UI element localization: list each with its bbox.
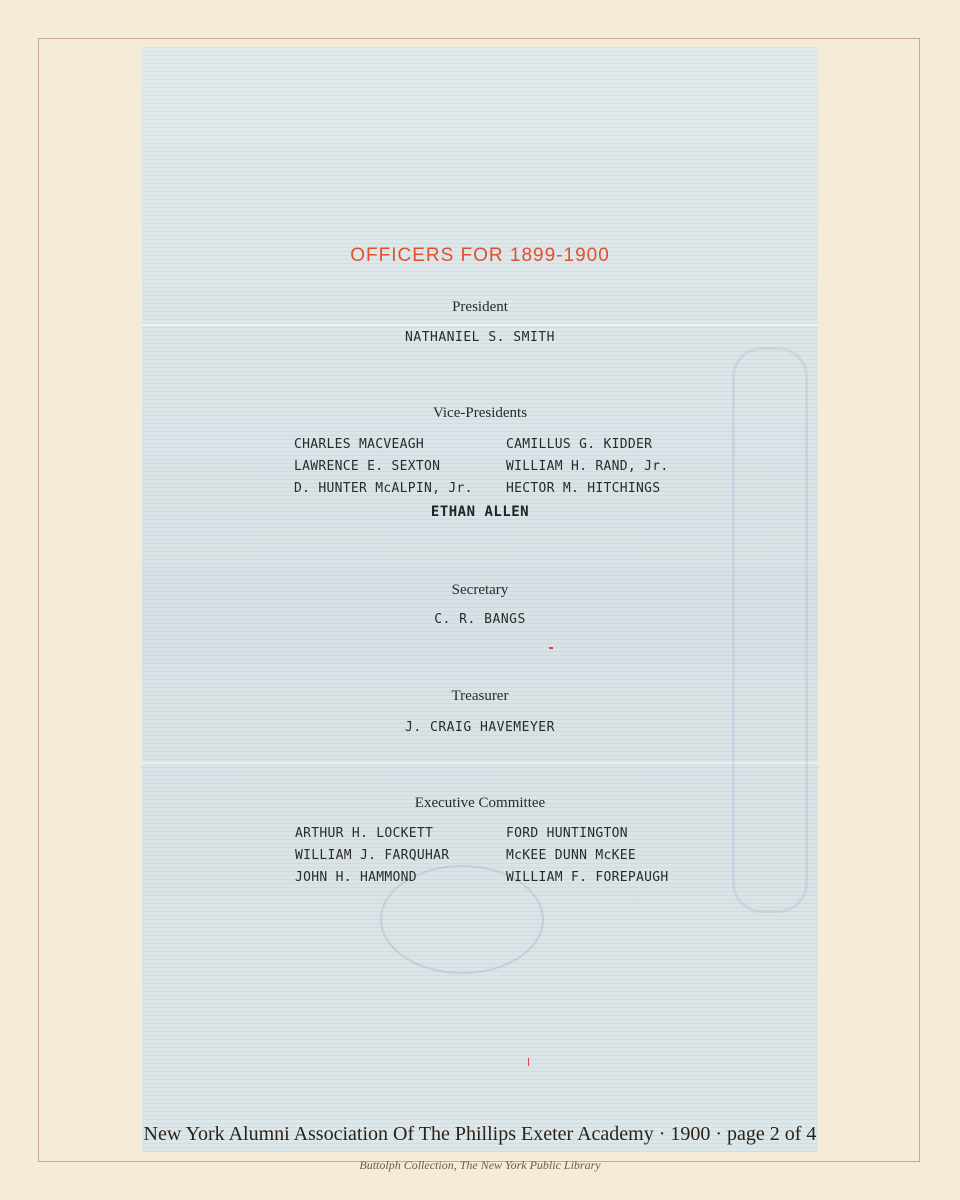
committee-member-name: JOHN H. HAMMOND [295, 870, 417, 885]
page-caption: New York Alumni Association Of The Phillips Exeter Academy · 1900 · page 2 of 4 [143, 1123, 817, 1145]
treasurer-name: J. CRAIG HAVEMEYER [405, 720, 555, 735]
vice-president-name: WILLIAM H. RAND, Jr. [506, 459, 669, 474]
vice-presidents-heading: Vice-Presidents [432, 405, 528, 421]
committee-member-name: FORD HUNTINGTON [506, 826, 628, 841]
vice-presidents-left-column [294, 434, 473, 500]
committee-member-name: WILLIAM J. FARQUHAR [295, 848, 450, 863]
executive-committee-left-column [295, 823, 449, 889]
president-heading: President [452, 299, 508, 315]
vice-president-name: D. HUNTER McALPIN, Jr. [294, 481, 473, 496]
fold-line [142, 762, 818, 764]
committee-member-name: WILLIAM F. FOREPAUGH [506, 870, 669, 885]
fold-line [142, 324, 818, 326]
vice-president-name: LAWRENCE E. SEXTON [294, 459, 441, 474]
secretary-name: C. R. BANGS [434, 612, 526, 627]
committee-member-name: ARTHUR H. LOCKETT [295, 826, 434, 841]
collection-credit: Buttolph Collection, The New York Public Library [359, 1158, 601, 1172]
ink-mark [528, 1058, 529, 1066]
treasurer-heading: Treasurer [451, 688, 509, 704]
executive-committee-right-column [506, 823, 669, 889]
scanned-page [142, 47, 818, 1152]
committee-member-name: McKEE DUNN McKEE [506, 848, 637, 863]
executive-committee-heading: Executive Committee [414, 795, 546, 811]
vice-president-name: CHARLES MACVEAGH [294, 437, 425, 452]
vice-president-centered-name: ETHAN ALLEN [430, 504, 530, 520]
secretary-heading: Secretary [451, 582, 509, 598]
vice-presidents-right-column [506, 434, 669, 500]
ink-mark [549, 647, 553, 649]
ghost-bleedthrough [732, 347, 808, 913]
page-title: OFFICERS FOR 1899-1900 [350, 245, 610, 266]
president-name: NATHANIEL S. SMITH [405, 330, 555, 345]
vice-president-name: CAMILLUS G. KIDDER [506, 437, 653, 452]
vice-president-name: HECTOR M. HITCHINGS [506, 481, 661, 496]
